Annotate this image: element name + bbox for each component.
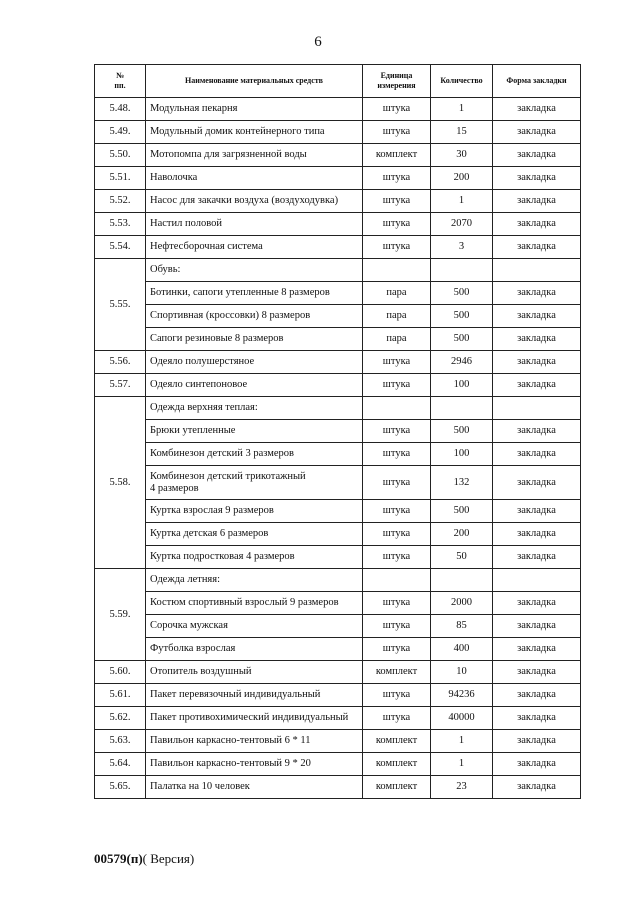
table-row xyxy=(95,420,581,443)
table-row xyxy=(95,684,581,707)
row-qty: 500 xyxy=(431,420,493,443)
row-form: закладка xyxy=(493,305,581,328)
table-row xyxy=(95,305,581,328)
row-form: закладка xyxy=(493,190,581,213)
table-row xyxy=(95,259,581,282)
row-name: Ботинки, сапоги утепленные 8 размеров xyxy=(146,282,363,305)
row-unit: штука xyxy=(363,684,431,707)
document-version: ( Версия) xyxy=(142,851,195,866)
row-unit: штука xyxy=(363,466,431,500)
row-unit: штука xyxy=(363,592,431,615)
row-num: 5.58. xyxy=(95,397,146,569)
table-row xyxy=(95,638,581,661)
row-name: Брюки утепленные xyxy=(146,420,363,443)
row-qty xyxy=(431,569,493,592)
row-qty: 100 xyxy=(431,443,493,466)
materials-table xyxy=(94,64,581,799)
row-qty: 100 xyxy=(431,374,493,397)
table-row xyxy=(95,546,581,569)
row-form: закладка xyxy=(493,707,581,730)
table-row xyxy=(95,236,581,259)
table-row xyxy=(95,661,581,684)
row-form: закладка xyxy=(493,753,581,776)
row-num: 5.54. xyxy=(95,236,146,259)
row-qty: 2946 xyxy=(431,351,493,374)
row-qty: 10 xyxy=(431,661,493,684)
row-unit: штука xyxy=(363,707,431,730)
row-num: 5.53. xyxy=(95,213,146,236)
table-row xyxy=(95,592,581,615)
row-unit: штука xyxy=(363,523,431,546)
row-form: закладка xyxy=(493,776,581,799)
row-qty: 1 xyxy=(431,730,493,753)
row-qty xyxy=(431,397,493,420)
table-row xyxy=(95,523,581,546)
table-row xyxy=(95,569,581,592)
row-unit: штука xyxy=(363,500,431,523)
row-name: Палатка на 10 человек xyxy=(146,776,363,799)
row-name: Комбинезон детский трикотажный 4 размеров xyxy=(146,466,363,500)
row-form: закладка xyxy=(493,730,581,753)
row-qty: 30 xyxy=(431,144,493,167)
page-number: 6 xyxy=(314,34,322,50)
header-qty: Количество xyxy=(431,65,493,98)
row-form xyxy=(493,569,581,592)
row-name: Павильон каркасно-тентовый 9 * 20 xyxy=(146,753,363,776)
row-num: 5.64. xyxy=(95,753,146,776)
row-form: закладка xyxy=(493,546,581,569)
row-num: 5.49. xyxy=(95,121,146,144)
row-form: закладка xyxy=(493,167,581,190)
row-qty: 132 xyxy=(431,466,493,500)
table-row xyxy=(95,615,581,638)
table-row xyxy=(95,190,581,213)
row-qty: 50 xyxy=(431,546,493,569)
row-form: закладка xyxy=(493,420,581,443)
table-row xyxy=(95,328,581,351)
table-header-row xyxy=(95,65,581,98)
row-name: Настил половой xyxy=(146,213,363,236)
row-form: закладка xyxy=(493,121,581,144)
header-num: № пп. xyxy=(95,65,146,98)
table-row xyxy=(95,397,581,420)
row-qty: 200 xyxy=(431,523,493,546)
row-unit: штука xyxy=(363,190,431,213)
table-row xyxy=(95,213,581,236)
row-name: Комбинезон детский 3 размеров xyxy=(146,443,363,466)
row-name: Сапоги резиновые 8 размеров xyxy=(146,328,363,351)
row-name: Павильон каркасно-тентовый 6 * 11 xyxy=(146,730,363,753)
document-code xyxy=(94,851,194,867)
row-qty: 200 xyxy=(431,167,493,190)
row-name: Сорочка мужская xyxy=(146,615,363,638)
row-form: закладка xyxy=(493,615,581,638)
row-name: Мотопомпа для загрязненной воды xyxy=(146,144,363,167)
row-name: Одеяло синтепоновое xyxy=(146,374,363,397)
table-row xyxy=(95,282,581,305)
row-qty: 15 xyxy=(431,121,493,144)
row-qty: 94236 xyxy=(431,684,493,707)
row-num: 5.56. xyxy=(95,351,146,374)
row-qty: 1 xyxy=(431,190,493,213)
row-form: закладка xyxy=(493,661,581,684)
document-code-number: 00579(п) xyxy=(94,851,143,866)
row-name: Модульный домик контейнерного типа xyxy=(146,121,363,144)
row-unit: штука xyxy=(363,121,431,144)
table-row xyxy=(95,167,581,190)
row-num: 5.62. xyxy=(95,707,146,730)
row-name: Одеяло полушерстяное xyxy=(146,351,363,374)
row-num: 5.60. xyxy=(95,661,146,684)
row-unit: комплект xyxy=(363,144,431,167)
row-form: закладка xyxy=(493,684,581,707)
row-form: закладка xyxy=(493,638,581,661)
row-name: Отопитель воздушный xyxy=(146,661,363,684)
row-unit: штука xyxy=(363,443,431,466)
row-form: закладка xyxy=(493,98,581,121)
row-unit: штука xyxy=(363,374,431,397)
row-unit: штука xyxy=(363,167,431,190)
row-name: Наволочка xyxy=(146,167,363,190)
row-num: 5.51. xyxy=(95,167,146,190)
row-name: Куртка взрослая 9 размеров xyxy=(146,500,363,523)
row-name: Насос для закачки воздуха (воздуходувка) xyxy=(146,190,363,213)
row-unit: пара xyxy=(363,282,431,305)
row-unit xyxy=(363,397,431,420)
table-row xyxy=(95,121,581,144)
row-qty: 500 xyxy=(431,305,493,328)
row-form: закладка xyxy=(493,592,581,615)
row-form: закладка xyxy=(493,144,581,167)
row-num: 5.63. xyxy=(95,730,146,753)
row-num: 5.57. xyxy=(95,374,146,397)
row-form: закладка xyxy=(493,466,581,500)
row-name: Одежда летняя: xyxy=(146,569,363,592)
table-row xyxy=(95,144,581,167)
table-row xyxy=(95,707,581,730)
table-row xyxy=(95,98,581,121)
row-unit: штука xyxy=(363,213,431,236)
table-row xyxy=(95,730,581,753)
row-unit: штука xyxy=(363,351,431,374)
table-row xyxy=(95,374,581,397)
row-unit: штука xyxy=(363,638,431,661)
table-row xyxy=(95,466,581,500)
row-qty: 2000 xyxy=(431,592,493,615)
table-row xyxy=(95,753,581,776)
row-name: Костюм спортивный взрослый 9 размеров xyxy=(146,592,363,615)
row-unit: штука xyxy=(363,420,431,443)
row-qty: 2070 xyxy=(431,213,493,236)
row-name: Куртка подростковая 4 размеров xyxy=(146,546,363,569)
row-qty: 500 xyxy=(431,328,493,351)
row-qty: 1 xyxy=(431,98,493,121)
row-form: закладка xyxy=(493,523,581,546)
table-row xyxy=(95,351,581,374)
row-num: 5.59. xyxy=(95,569,146,661)
row-num: 5.52. xyxy=(95,190,146,213)
row-form: закладка xyxy=(493,236,581,259)
row-unit: штука xyxy=(363,546,431,569)
row-unit: штука xyxy=(363,236,431,259)
table-row xyxy=(95,443,581,466)
row-name: Футболка взрослая xyxy=(146,638,363,661)
header-unit: Единица измерения xyxy=(363,65,431,98)
row-qty: 500 xyxy=(431,500,493,523)
row-qty: 40000 xyxy=(431,707,493,730)
row-name: Нефтесборочная система xyxy=(146,236,363,259)
row-form: закладка xyxy=(493,443,581,466)
row-qty: 500 xyxy=(431,282,493,305)
table-row xyxy=(95,776,581,799)
row-name: Куртка детская 6 размеров xyxy=(146,523,363,546)
row-form: закладка xyxy=(493,282,581,305)
row-unit xyxy=(363,259,431,282)
row-num: 5.65. xyxy=(95,776,146,799)
row-unit: пара xyxy=(363,305,431,328)
row-form xyxy=(493,259,581,282)
row-qty: 85 xyxy=(431,615,493,638)
row-name: Пакет противохимический индивидуальный xyxy=(146,707,363,730)
row-qty: 1 xyxy=(431,753,493,776)
row-form: закладка xyxy=(493,213,581,236)
row-unit: комплект xyxy=(363,730,431,753)
row-name: Модульная пекарня xyxy=(146,98,363,121)
row-form: закладка xyxy=(493,374,581,397)
row-num: 5.61. xyxy=(95,684,146,707)
row-qty xyxy=(431,259,493,282)
row-form: закладка xyxy=(493,328,581,351)
row-qty: 400 xyxy=(431,638,493,661)
row-name: Обувь: xyxy=(146,259,363,282)
row-unit: штука xyxy=(363,98,431,121)
header-form: Форма закладки xyxy=(493,65,581,98)
row-unit: комплект xyxy=(363,776,431,799)
row-qty: 23 xyxy=(431,776,493,799)
row-form: закладка xyxy=(493,351,581,374)
row-unit: штука xyxy=(363,615,431,638)
row-num: 5.48. xyxy=(95,98,146,121)
row-qty: 3 xyxy=(431,236,493,259)
row-num: 5.50. xyxy=(95,144,146,167)
row-name: Пакет перевязочный индивидуальный xyxy=(146,684,363,707)
row-unit: пара xyxy=(363,328,431,351)
row-num: 5.55. xyxy=(95,259,146,351)
row-unit xyxy=(363,569,431,592)
row-name: Спортивная (кроссовки) 8 размеров xyxy=(146,305,363,328)
header-name: Наименование материальных средств xyxy=(146,65,363,98)
row-name: Одежда верхняя теплая: xyxy=(146,397,363,420)
row-unit: комплект xyxy=(363,753,431,776)
row-form xyxy=(493,397,581,420)
row-unit: комплект xyxy=(363,661,431,684)
table-row xyxy=(95,500,581,523)
row-form: закладка xyxy=(493,500,581,523)
